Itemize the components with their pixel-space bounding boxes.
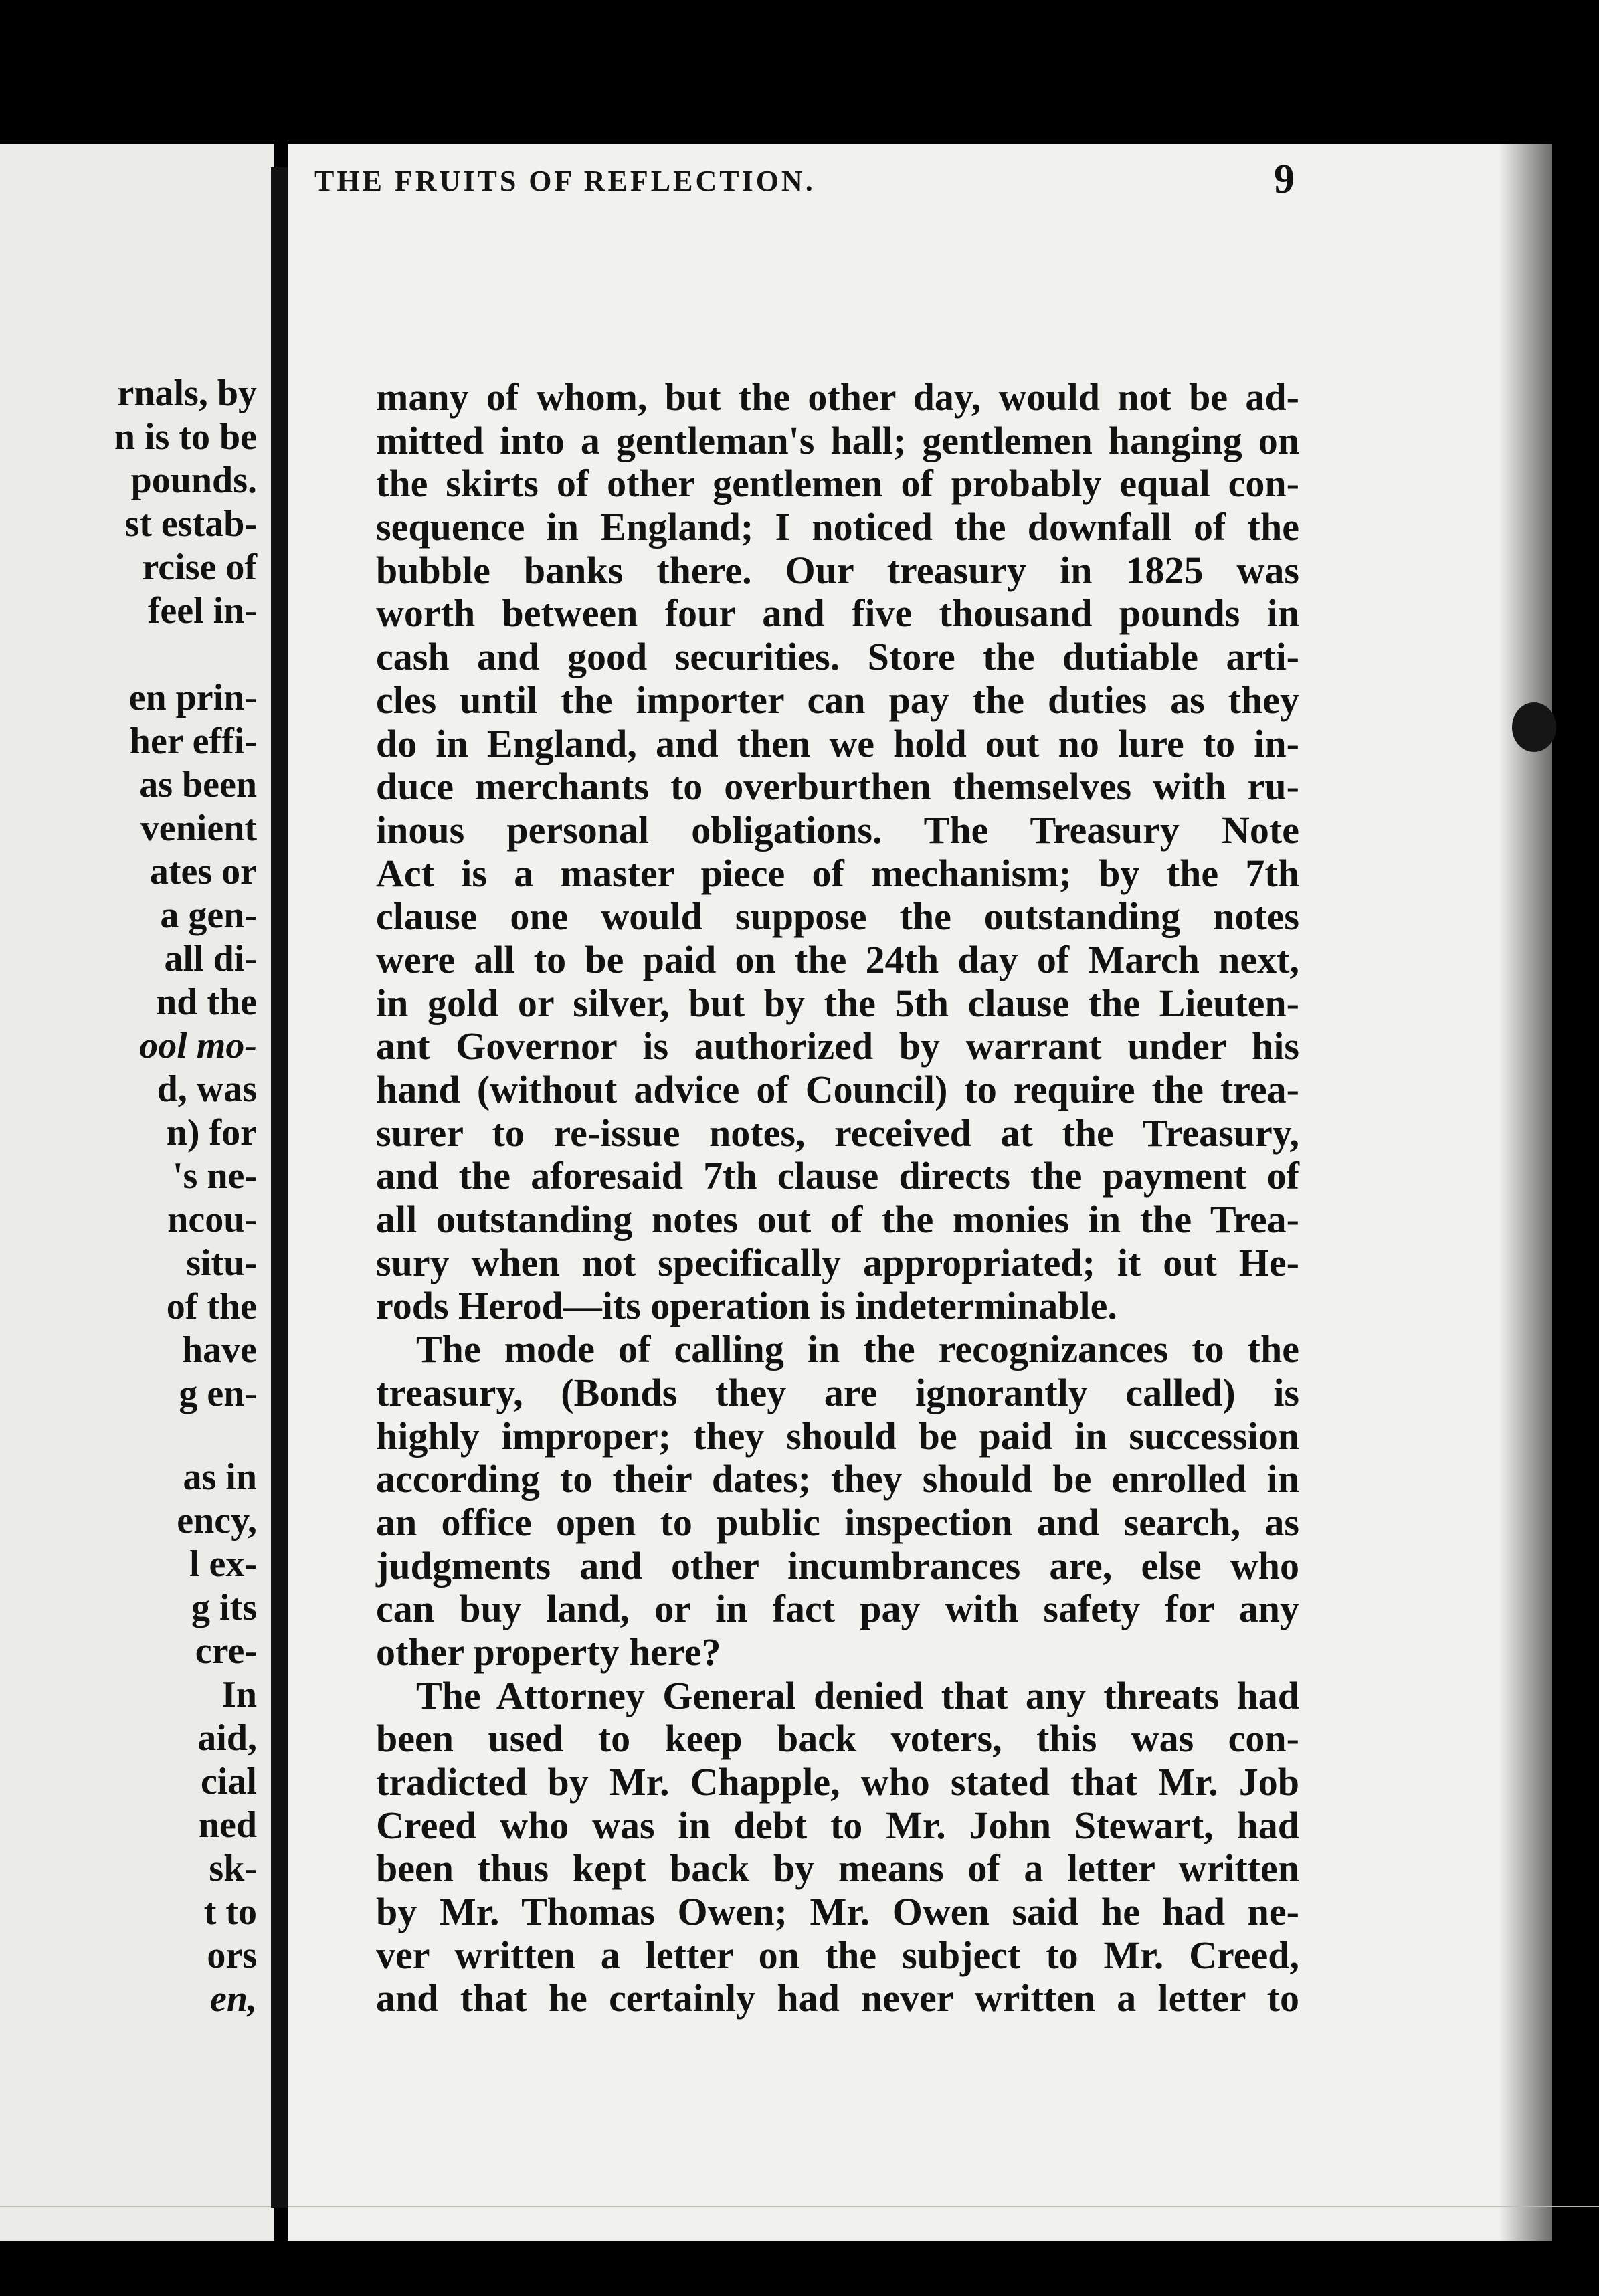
left-page-fragment — [0, 144, 274, 2241]
left-page-line: cre- — [195, 1630, 257, 1672]
text-line: sequence in England; I noticed the downfall of the — [376, 505, 1299, 549]
text-line: an office open to public inspection and search, as — [376, 1500, 1299, 1544]
text-line: surer to re-issue notes, received at the Treasury, — [376, 1111, 1299, 1155]
text-line: tradicted by Mr. Chapple, who stated that Mr. Job — [376, 1760, 1299, 1804]
text-line: can buy land, or in fact pay with safety for any — [376, 1587, 1299, 1631]
left-page-line: rcise of — [142, 547, 257, 588]
text-line: in gold or silver, but by the 5th clause the Lieuten- — [376, 981, 1299, 1025]
ink-blot — [1512, 702, 1556, 752]
text-line: highly improper; they should be paid in succession — [376, 1414, 1299, 1458]
left-page-line: en, — [210, 1978, 257, 2020]
left-page-line: ates or — [149, 851, 257, 892]
text-line: cles until the importer can pay the duties as they — [376, 678, 1299, 722]
text-line: many of whom, but the other day, would not be ad- — [376, 375, 1299, 419]
text-line: Act is a master piece of mechanism; by the 7th — [376, 851, 1299, 895]
page-bottom-rule — [0, 2206, 274, 2207]
left-page-line: have — [182, 1329, 257, 1371]
left-page-line: sk- — [209, 1848, 257, 1889]
left-page-line: ncou- — [167, 1199, 257, 1240]
text-line: rods Herod—its operation is indeterminable. — [376, 1284, 1117, 1328]
text-line: all outstanding notes out of the monies in the Trea- — [376, 1198, 1299, 1242]
left-page-line: st estab- — [124, 503, 257, 545]
left-page-line: In — [221, 1674, 257, 1715]
left-page-line: situ- — [186, 1242, 257, 1284]
text-line: mitted into a gentleman's hall; gentlemen hanging on — [376, 418, 1299, 462]
page-edge-shadow — [1499, 144, 1552, 2241]
text-line: ant Governor is authorized by warrant under his — [376, 1024, 1299, 1068]
left-page-line: aid, — [197, 1717, 257, 1759]
left-page-line: pounds. — [130, 460, 257, 501]
left-page-line: as in — [183, 1456, 257, 1498]
text-line: clause one would suppose the outstanding notes — [376, 894, 1299, 939]
left-page-line: nd the — [156, 981, 257, 1023]
text-line: The Attorney General denied that any threats had — [416, 1673, 1299, 1717]
left-page-line: as been — [139, 764, 257, 805]
left-page-line: en prin- — [128, 677, 257, 719]
left-page-line: rnals, by — [117, 373, 257, 414]
book-gutter — [271, 167, 288, 2208]
text-line: been used to keep back voters, this was con- — [376, 1717, 1299, 1761]
text-line: by Mr. Thomas Owen; Mr. Owen said he had ne- — [376, 1890, 1299, 1934]
text-line: judgments and other incumbrances are, else who — [376, 1543, 1299, 1588]
text-line: were all to be paid on the 24th day of March next, — [376, 937, 1299, 981]
text-line: cash and good securities. Store the dutiable arti- — [376, 635, 1299, 679]
left-page-line: d, was — [157, 1068, 257, 1110]
left-page-line: t to — [203, 1891, 257, 1933]
text-line: other property here? — [376, 1630, 721, 1674]
left-page-line: feel in- — [147, 590, 257, 632]
running-title: THE FRUITS OF REFLECTION. — [314, 165, 816, 197]
text-line: sury when not specifically appropriated; it out He- — [376, 1240, 1299, 1284]
text-line: hand (without advice of Council) to require the trea- — [376, 1068, 1299, 1111]
left-page-line: ool mo- — [139, 1025, 257, 1066]
left-page-line: venient — [140, 807, 257, 849]
text-line: and the aforesaid 7th clause directs the payment of — [376, 1154, 1299, 1198]
text-line: been thus kept back by means of a letter written — [376, 1846, 1299, 1891]
page-number: 9 — [1274, 157, 1295, 202]
left-page-line: ency, — [177, 1500, 257, 1541]
left-page-line: n) for — [166, 1112, 257, 1153]
left-page-line: cial — [201, 1761, 257, 1802]
text-line: ver written a letter on the subject to Mr. Creed, — [376, 1933, 1299, 1977]
body-text — [376, 376, 1299, 2020]
left-page-line: g en- — [179, 1373, 257, 1414]
left-page-line: n is to be — [114, 416, 257, 458]
left-page-line: of the — [166, 1286, 257, 1327]
text-line: treasury, (Bonds they are ignorantly called) is — [376, 1370, 1299, 1414]
text-line: do in England, and then we hold out no lure to in- — [376, 721, 1299, 765]
text-line: Creed who was in debt to Mr. John Stewart, had — [376, 1803, 1299, 1847]
text-line: bubble banks there. Our treasury in 1825 was — [376, 548, 1299, 592]
text-line: the skirts of other gentlemen of probably equal con- — [376, 462, 1299, 506]
text-line: duce merchants to overburthen themselves with ru- — [376, 765, 1299, 809]
left-page-line: ors — [207, 1935, 257, 1976]
left-page-line: 's ne- — [173, 1155, 257, 1197]
left-page-line: her effi- — [129, 721, 257, 762]
running-head — [314, 151, 1295, 211]
left-page-line: g its — [191, 1587, 257, 1628]
page-bottom-rule — [288, 2206, 1599, 2207]
text-line: and that he certainly had never written a letter to — [376, 1976, 1299, 2020]
left-page-line: all di- — [164, 938, 257, 979]
text-line: worth between four and five thousand pounds in — [376, 591, 1299, 636]
left-page-line: l ex- — [189, 1543, 257, 1585]
text-line: The mode of calling in the recognizances to the — [416, 1327, 1299, 1371]
text-line: according to their dates; they should be enrolled in — [376, 1457, 1299, 1501]
left-page-line: ned — [198, 1804, 257, 1846]
left-page-line: a gen- — [160, 894, 257, 936]
text-line: inous personal obligations. The Treasury Note — [376, 807, 1299, 852]
